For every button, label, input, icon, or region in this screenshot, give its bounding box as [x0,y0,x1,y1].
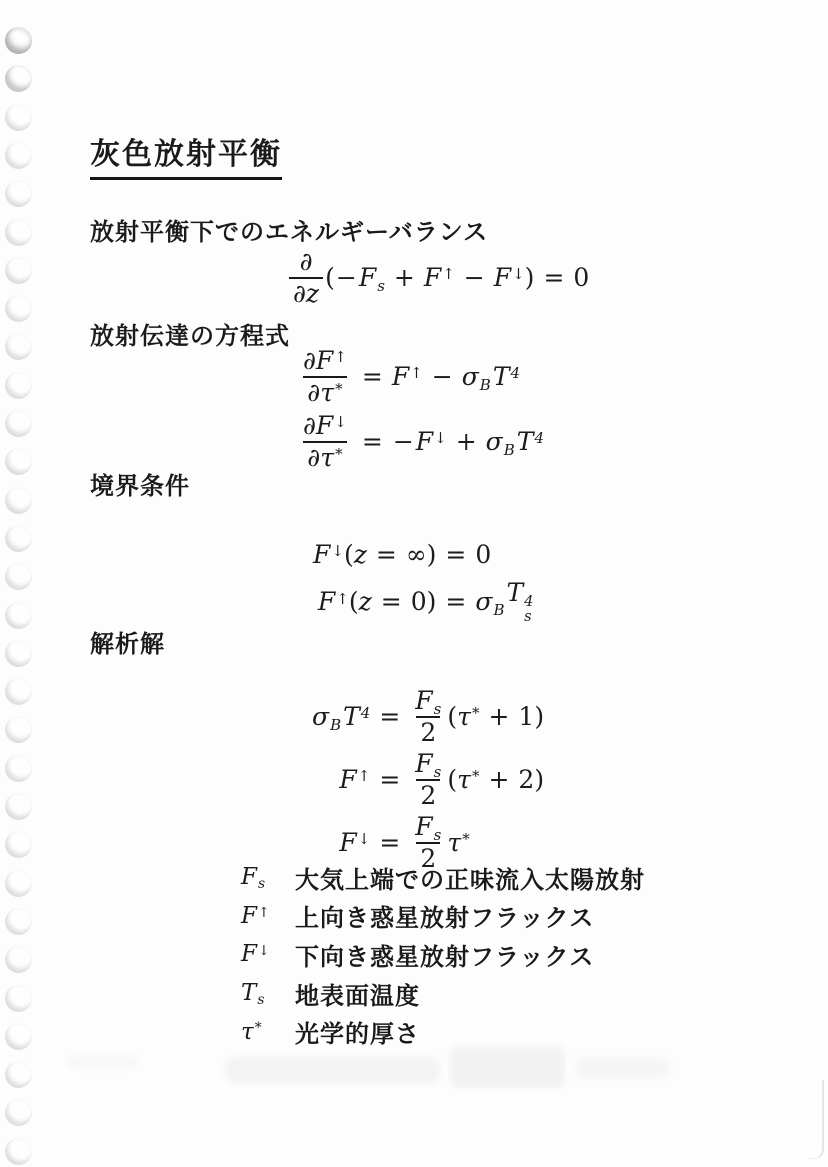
binding-hole [5,142,32,169]
binding-holes [0,0,46,1167]
definition-symbol-Ts: $T_s$ [241,980,265,1009]
equation-energy-balance [287,247,589,308]
binding-hole [3,868,33,898]
binding-hole [3,255,33,285]
equation-bc-top-rhs: = 0 [445,540,492,569]
equation-energy-balance-rhs: = 0 [543,263,590,292]
equation-rt-downward-lhs: $\frac{\partial F^↓}{\partial\tau^*}$ [303,411,347,472]
section-heading-analytic-solution: 解析解 [90,631,165,658]
equation-group-radiative-transfer [297,346,544,472]
equation-sol-temperature-rhs: = $\frac{F_s}{2}$ ( τ* + 1 ) [379,686,545,747]
equation-sol-downward-rhs: = $\frac{F_s}{2}$ τ* [379,812,470,873]
definition-symbol-F-up: F↑ [241,902,270,929]
binding-hole [3,102,33,132]
equation-bc-surface-lhs: F↑ ( z = 0 ) [317,587,437,617]
section-heading-boundary-conditions: 境界条件 [90,473,190,500]
binding-hole [3,791,33,821]
binding-hole [5,219,32,246]
binding-hole [5,755,32,782]
equation-rt-upward-rhs: = F↑ − $\sigma_B$ $T^4$ [361,362,521,394]
binding-hole [3,638,33,668]
binding-hole [3,715,33,745]
equation-sol-temperature-lhs: $\sigma_B$ $T^4$ [312,702,371,734]
definition-text-Ts: 地表面温度 [295,982,420,1010]
binding-hole [3,485,33,515]
equation-group-boundary-conditions [313,540,533,626]
binding-hole [3,178,33,208]
equation-energy-balance-lhs: $\frac{\partial}{\partial z}$ ( − $F_s$ + F↑ − F↓ ) [287,247,534,308]
binding-hole [5,831,32,858]
definition-text-Fs: 大気上端での正味流入太陽放射 [295,866,645,894]
binding-hole [5,1061,32,1088]
binding-hole [5,1138,32,1165]
definition-symbol-F-down: F↓ [241,941,270,968]
definition-text-F-up: 上向き惑星放射フラックス [295,905,595,933]
binding-hole [5,525,32,552]
equation-bc-surface-rhs: = $\sigma_B$ T 4 s [445,578,534,626]
equation-bc-top-lhs: F↓ ( z = ∞ ) [313,540,437,569]
binding-hole [5,372,32,399]
page-title: 灰色放射平衡 [90,129,282,180]
bleed-through-artifact [68,1056,138,1068]
bleed-through-artifact [225,1057,440,1083]
binding-hole [3,944,33,974]
bleed-through-artifact [575,1058,670,1078]
binding-hole [5,985,32,1012]
binding-hole [5,908,32,935]
binding-hole [3,408,33,438]
bleed-through-artifact [450,1046,565,1088]
definition-text-tau: 光学的厚さ [295,1021,420,1049]
definition-text-F-down: 下向き惑星放射フラックス [295,943,595,971]
equation-rt-downward-rhs: = − F↓ + $\sigma_B$ $T^4$ [361,427,544,459]
binding-hole [5,65,32,92]
section-heading-energy-balance: 放射平衡下でのエネルギーバランス [90,219,489,246]
binding-hole [3,1021,33,1051]
page-edge-shadow [808,1080,824,1159]
binding-hole [5,448,32,475]
equation-sol-downward-lhs: F↓ [339,828,371,857]
binding-hole [3,1098,33,1128]
binding-hole [5,678,32,705]
definition-symbol-tau: τ* [241,1018,262,1045]
symbol-definitions-list [241,858,645,1051]
binding-hole [5,602,32,629]
binding-hole [3,561,33,591]
definition-symbol-Fs: $F_s$ [241,864,266,893]
equation-rt-upward-lhs: $\frac{\partial F^↑}{\partial\tau^*}$ [303,346,347,407]
equation-sol-upward-rhs: = $\frac{F_s}{2}$ ( τ* + 2 ) [379,749,545,810]
binding-hole [3,332,33,362]
binding-hole [5,295,32,322]
equation-group-analytic-solution [312,686,544,873]
section-heading-radiative-transfer: 放射伝達の方程式 [90,323,290,350]
equation-sol-upward-lhs: F↑ [339,765,371,794]
binding-hole [3,25,33,55]
